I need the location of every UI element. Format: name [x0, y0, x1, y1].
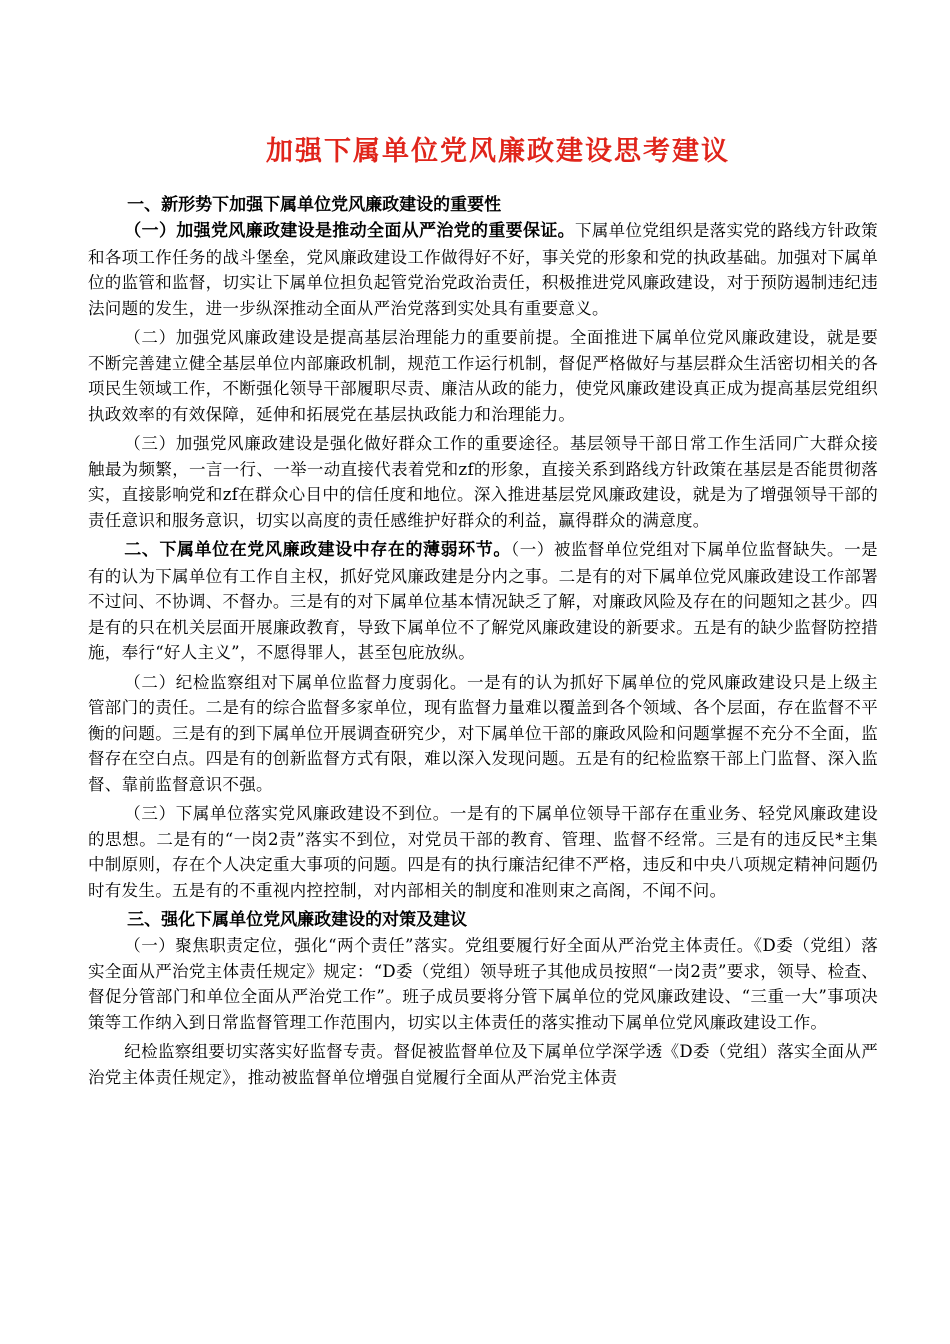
- section-1-heading: 一、新形势下加强下属单位党风廉政建设的重要性: [127, 195, 502, 215]
- section-2-paragraph-3: （三）下属单位落实党风廉政建设不到位。一是有的下属单位领导干部存在重业务、轻党风廉政建设的思想。二是有的“一岗2责”落实不到位，对党员干部的教育、管理、监督不经常。三是有的违反民*主集中制原则，存在个人决定重大事项的问题。四是有的执行廉洁纪律不严格，违反和中央八项规定精神问题仍时有发生。五是有的不重视内控控制，对内部相关的制度和准则束之高阁，不闻不问。: [88, 804, 878, 900]
- document-title: 加强下属单位党风廉政建设思考建议: [266, 136, 730, 167]
- section-1-paragraph-1: [88, 218, 878, 321]
- section-3-heading: 三、强化下属单位党风廉政建设的对策及建议: [127, 910, 468, 930]
- section-2-heading: 二、下属单位在党风廉政建设中存在的薄弱环节。: [124, 540, 511, 560]
- section-3-paragraph-1: （一）聚焦职责定位，强化“两个责任”落实。党组要履行好全面从严治党主体责任。《D委（党组）落实全面从严治党主体责任规定》规定：“D委（党组）领导班子其他成员按照“一岗2责”要求，领导、检查、督促分管部门和单位全面从严治党工作”。班子成员要将分管下属单位的党风廉政建设、“三重一大”事项决策等工作纳入到日常监督管理工作范围内，切实以主体责任的落实推动下属单位党风廉政建设工作。: [88, 936, 878, 1032]
- section-2-paragraph-2: （二）纪检监察组对下属单位监督力度弱化。一是有的认为抓好下属单位的党风廉政建设只是上级主管部门的责任。二是有的综合监督多家单位，现有监督力量难以覆盖到各个领域、各个层面，存在监督不平衡的问题。三是有的到下属单位开展调查研究少，对下属单位干部的廉政风险和问题掌握不充分不全面，监督存在空白点。四是有的创新监督方式有限，难以深入发现问题。五是有的纪检监察干部上门监督、深入监督、靠前监督意识不强。: [88, 672, 878, 794]
- section-2-paragraph-1: [88, 537, 878, 666]
- section-1-paragraph-3: （三）加强党风廉政建设是强化做好群众工作的重要途径。基层领导干部日常工作生活同广大群众接触最为频繁，一言一行、一举一动直接代表着党和zf的形象，直接关系到路线方针政策在基层是否能贯彻落实，直接影响党和zf在群众心目中的信任度和地位。深入推进基层党风廉政建设，就是为了增强领导干部的责任意识和服务意识，切实以高度的责任感维护好群众的利益，赢得群众的满意度。: [88, 434, 878, 530]
- section-1-paragraph-1-body: 下属单位党组织是落实党的路线方针政策和各项工作任务的战斗堡垒，党风廉政建设工作做得好不好，事关党的形象和党的执政基础。加强对下属单位的监管和监督，切实让下属单位担负起管党治党政治责任，积极推进党风廉政建设，对于预防遏制违纪违法问题的发生，进一步纵深推动全面从严治党落到实处具有重要意义。: [88, 221, 878, 318]
- section-1-paragraph-1-lead: （一）加强党风廉政建设是推动全面从严治党的重要保证。: [124, 221, 575, 241]
- document-page: [88, 128, 878, 1094]
- section-1-paragraph-2: （二）加强党风廉政建设是提高基层治理能力的重要前提。全面推进下属单位党风廉政建设，就是要不断完善建立健全基层单位内部廉政机制，规范工作运行机制，督促严格做好与基层群众生活密切相关的各项民生领域工作，不断强化领导干部履职尽责、廉洁从政的能力，使党风廉政建设真正成为提高基层党组织执政效率的有效保障，延伸和拓展党在基层执政能力和治理能力。: [88, 328, 878, 424]
- section-3-paragraph-2: 纪检监察组要切实落实好监督专责。督促被监督单位及下属单位学深学透《D委（党组）落实全面从严治党主体责任规定》，推动被监督单位增强自觉履行全面从严治党主体责: [88, 1042, 878, 1087]
- section-2-paragraph-1-body: （一）被监督单位党组对下属单位监督缺失。一是有的认为下属单位有工作自主权，抓好党风廉政建是分内之事。二是有的对下属单位党风廉政建设工作部署不过问、不协调、不督办。三是有的对下属单位基本情况缺乏了解，对廉政风险及存在的问题知之甚少。四是有的只在机关层面开展廉政教育，导致下属单位不了解党风廉政建设的新要求。五是有的缺少监督防控措施，奉行“好人主义”，不愿得罪人，甚至包庇放纵。: [88, 540, 878, 662]
